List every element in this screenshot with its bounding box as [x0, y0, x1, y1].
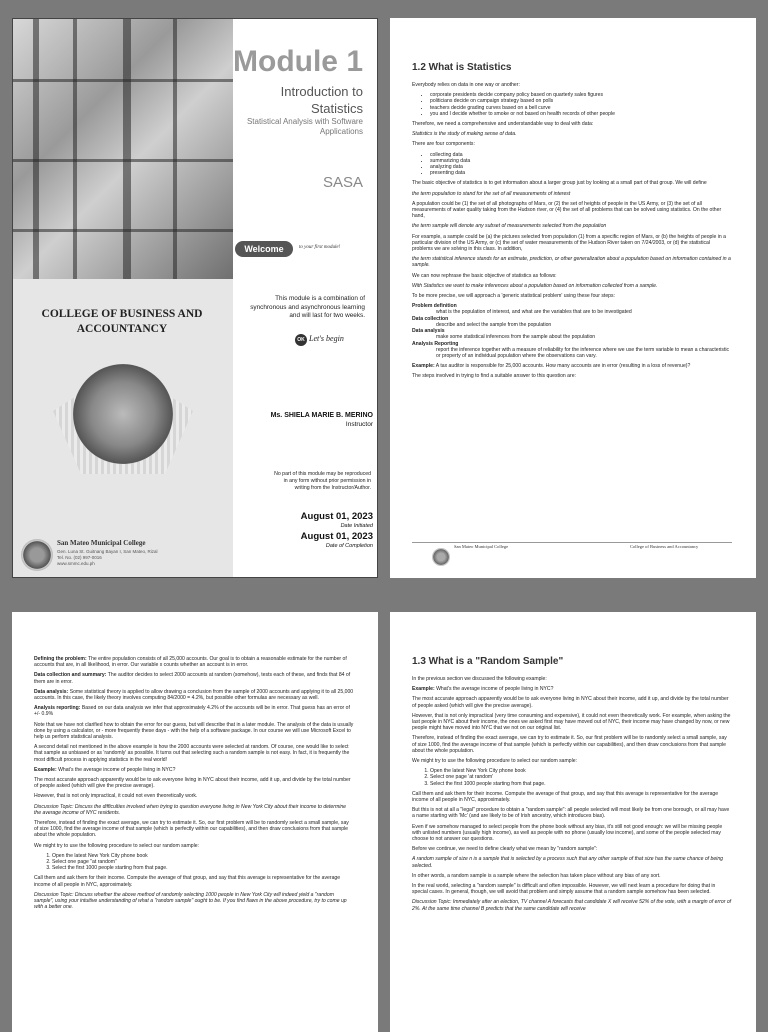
page-example-continued [12, 612, 378, 1032]
lets-begin-text: Let's begin [309, 334, 344, 343]
steps-list [412, 303, 732, 359]
list-item: 2. Select one page 'at random' [430, 774, 732, 780]
page-random-sample [390, 612, 756, 1032]
components-list [412, 152, 732, 177]
page4-body: In the previous section we discussed the following example: Example: What's the average income of people living in NYC? The most accurate approach apparently would be to ask everyone living in NYC about their income, add it up, and divide by the total number of people asked (which will give the precise average). However, that is not only impractical (very time consuming and expensive), it could not even theoretically work. For example, when asking the last people in NYC about their income, the ones we asked first may have moved out of NYC, their income may have changed by now, or new people might have moved into NYC that we not on our original list. Therefore, instead of finding the exact average, we can try to estimate it. So, our first problem will be to randomly select a small sample, say of size 1000, find the average income of that sample (which is perfectly within our capabilities), and then draw conclusions from that sample about the whole population. We might try to use the following procedure to select our random sample: 1. Open the latest New York City phone book 2. Select one page 'at random' 3. Select the first 1000 people starting from that page. Call them and ask them for their income. Compute the average of that group, and say that this average is representative for the average income of all people in NYC, approximately. But this is not at all a "legal" procedure to obtain a "random sample": all people selected will most likely be from one borough, or all may have a name starting with 'Mc' (and are likely to be of Irish ancestry, which introduces bias). Even if we somehow managed to select people from the phone book without any bias, it's still not good enough: we will be missing people with unlisted numbers (usually high income), as well as people with no phone (usually low income), and some of the people selected may choose to not answer our questions. Before we continue, we need to define clearly what we mean by "random sample": A random sample of size n is a sample that is selected by a process such that any other sample of that size has the same chance of being selected. In other words, a random sample is a sample where the selection has taken place without any bias of any sort. In the real world, selecting a "random sample" is difficult and often impossible. However, we will next learn a procedure for doing that in special cases. In general, though, we will avoid that problem and simply assume that a random sample somehow has been selected. Discussion Topic: Immediately after an election, TV channel A forecasts that candidate X will receive 52% of the vote, with a margin of error of 2%. At the same time channel B predicts that the same candidate will receive [412, 676, 732, 916]
list-item: • corporate presidents decide company policy based on quarterly sales figures [430, 92, 732, 98]
list-item: • politicians decide on campaign strategy based on polls [430, 98, 732, 104]
uses-list [412, 92, 732, 117]
list-item: • analyzing data [430, 164, 732, 170]
step-title: Data collection [412, 315, 449, 322]
course-name: Statistical Analysis with Software Applications [246, 117, 363, 136]
procedure-list [412, 768, 732, 787]
list-item: • teachers decide grading curves based on a bell curve [430, 105, 732, 111]
date-completion: August 01, 2023 [300, 531, 373, 542]
footer-school: San Mateo Municipal College [454, 544, 509, 549]
step-title: Analysis Reporting [412, 340, 459, 347]
college-crest-icon [73, 364, 173, 464]
date-initiated-label: Date Initiated [340, 523, 373, 529]
section-heading: 1.2 What is Statistics [412, 62, 512, 73]
list-item: • collecting data [430, 152, 732, 158]
footer-divider [412, 542, 732, 543]
module-subtitle: Introduction to Statistics [280, 84, 363, 116]
date-completion-label: Date of Completion [325, 543, 373, 549]
step-title: Problem definition [412, 303, 457, 310]
list-item: • you and I decide whether to smoke or not based on health records of other people [430, 111, 732, 117]
step-title: Data analysis [412, 328, 445, 335]
module-description: This module is a combination of synchronous and asynchronous learning and will last for two weeks. [250, 295, 365, 319]
ok-badge-icon: OK [295, 334, 307, 346]
list-item: 3. Select the first 1000 people starting from that page. [52, 865, 354, 871]
step-description: what is the population of interest, and what are the variables that are to be investigated [436, 309, 632, 316]
list-item: 1. Open the latest New York City phone book [430, 768, 732, 774]
list-item: • presenting data [430, 170, 732, 176]
welcome-badge: Welcome [235, 241, 293, 257]
procedure-list [34, 853, 354, 872]
step-description: make some statistical inferences from the sample about the population [436, 334, 596, 341]
list-item: 3. Select the first 1000 people starting from that page. [430, 781, 732, 787]
section-heading-random-sample: 1.3 What is a "Random Sample" [412, 656, 564, 667]
instructor-name: Ms. SHIELA MARIE B. MERINO [270, 412, 373, 419]
school-name: San Mateo Municipal College [57, 539, 146, 547]
welcome-tagline: to your first module! [299, 245, 341, 250]
building-photo [13, 19, 233, 279]
course-code: SASA [322, 174, 363, 191]
list-item: 1. Open the latest New York City phone book [52, 853, 354, 859]
school-contact: Gen. Luna St. Guitnang Bayan I, San Mateo, Rizal Tel. No. (02) 997-0016 www.smmc.edu.ph [57, 549, 158, 566]
list-item: • summarizing data [430, 158, 732, 164]
rights-notice: No part of this module may be reproduced in any form without prior permission in writing from the Instructor/Author. [274, 471, 371, 491]
page-what-is-statistics [390, 18, 756, 578]
school-seal-icon [21, 539, 53, 571]
module-title: Module 1 [233, 45, 364, 78]
footer-seal-icon [432, 548, 450, 566]
college-name: COLLEGE OF BUSINESS AND ACCOUNTANCY [41, 308, 203, 335]
page3-body: Defining the problem: The entire population consists of all 25,000 accounts. Our goal is to obtain a reasonable estimate for the number of accounts that are, in all likelihood, in error. Our variable x counts whether an account is in error. Data collection and summary: The auditor decides to select 2000 accounts at random (somehow), tests each of these, and finds that 84 of them are in error. Data analysis: Some statistical theory is applied to allow drawing a conclusion from the sample of 2000 accounts and applying it to all 25,000 accounts. In this case, the likely theory involves computing 84/2000 = 4.2%, but possible other formulas are necessary as well. Analysis reporting: Based on our data analysis we infer that approximately 4.2% of the accounts will be in error. That guess has an error of +/- 0.9% Note that we have not clarified how to obtain the error for our guess, but will describe that in a later module. The analysis of the data is usually done by using a calculator, or - more frequently these days - with the help of a software package. In our course we will use Microsoft Excel to help us perform statistical analysis. A second detail not mentioned in the above example is how the 2000 accounts were selected at random. Of course, one would like to select that sample as unbiased or as 'randomly' as possible. It turns out that selecting such a random sample is not easy. In fact, it is frequently the most difficult process in applying statistics in the real world! Example: What's the average income of people living in NYC? The most accurate approach apparently would be to ask everyone living in NYC about their income, add it up, and divide by the total number of people asked (which will give the precise average). However, that is not only impractical, it could not even theoretically work. Discussion Topic: Discuss the difficulties involved when trying to question everyone living in New York City about their income to determine the average income of NYC residents. Therefore, instead of finding the exact average, we can try to estimate it. So, our first problem will be to randomly select a small sample, say of size 1000, find the average income of that sample (which is perfectly within our capabilities), and then draw conclusions from that sample about the whole population. We might try to use the following procedure to select our random sample: 1. Open the latest New York City phone book 2. Select one page "at random" 3. Select the first 1000 people starting from that page. Call them and ask them for their income. Compute the average of that group, and say that this average is representative for the average income of all people in NYC, approximately. Discussion Topic: Discuss whether the above method of randomly selecting 1000 people in New York City will indeed yield a "random sample", using your intuitive understanding of what a "random sample" ought to be. If you find flaws in the above procedure, try to come up with a better one. [34, 656, 354, 915]
date-initiated: August 01, 2023 [300, 511, 373, 522]
instructor-role: Instructor [345, 421, 373, 428]
section-body: Everybody relies on data in one way or another: • corporate presidents decide company policy based on quarterly sales figures • politicians decide on campaign strategy based on polls • teachers decide grading curves based on a bell curve • you and I decide whether to smoke or not based on health records of other people Therefore, we need a comprehensive and understandable way to deal with data: Statistics is the study of making sense of data. There are four components: • collecting data • summarizing data • analyzing data • presenting data The basic objective of statistics is to get information about a larger group just by looking at a small part of that group. We will define the term population to stand for the set of all measurements of interest A population could be (1) the set of all photographs of Mars, or (2) the set of heights of people in the US Army, or (3) the set of all measurements of water quality taking from the Hudson river, or (4) the set of all problems that can be solved using statistics. On the other hand, the term sample will denote any subset of measurements selected from the population For example, a sample could be (a) the pictures selected from population (1) from a specific region of Mars, or (b) the heights of people in a particular division of the US Army, or (c) the set of water measurements of the Hudson River taken on 7/24/2003, or (d) the statistical problems we are solving in this class. In addition, the term statistical inference stands for an estimate, prediction, or other generalization about a population based on information contained in a sample. We can now rephrase the basic objective of statistics as follows: With Statistics we want to make inferences about a population based on information collected from a sample. To be more precise, we will approach a 'generic statistical problem' using these four steps: Problem definition what is the population of interest, and what are the variables that are to be investigated Data collection describe and select the sample from the population Data analysis make some statistical inferences from the sample about the population Analysis Reporting report the inference together with a measure of reliability for the inference where we use the term variable to mean a characteristic or property of an individual population where the observations can vary. Example: A tax auditor is responsible for 25,000 accounts. How many accounts are in error (resulting in a loss of revenue)? The steps involved in trying to find a suitable answer to this question are: [412, 82, 732, 384]
footer-college: College of Business and Accountancy [630, 544, 699, 549]
cover-page [12, 18, 378, 578]
list-item: 2. Select one page "at random" [52, 859, 354, 865]
step-description: report the inference together with a measure of reliability for the inference where we use the term variable to mean a characteristic or property of an individual population where the observations can vary. [436, 346, 730, 359]
step-description: describe and select the sample from the population [436, 321, 552, 328]
